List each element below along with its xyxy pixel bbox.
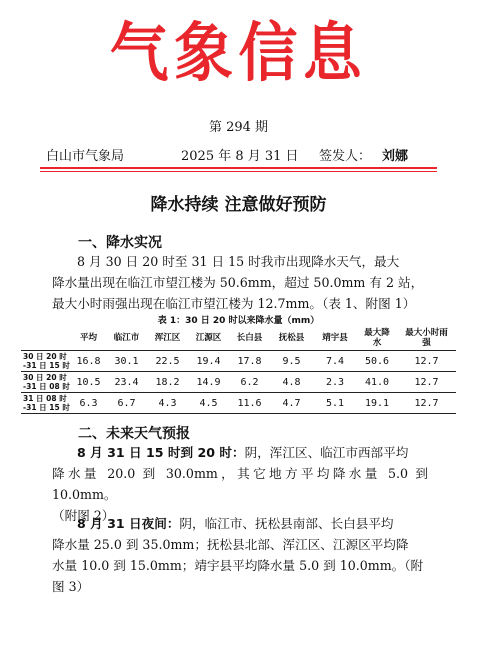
header-divider-thin: [40, 171, 437, 172]
meta-row: [46, 145, 431, 163]
section2-title: 二、未来天气预报: [78, 426, 190, 442]
header-cell: 靖宇县: [313, 326, 357, 351]
header-cell: 最大小时雨强: [397, 326, 456, 351]
forecast-lead: 8 月 31 日 15 时到 20 时：: [77, 445, 245, 460]
value-cell: 12.7: [397, 372, 456, 393]
value-cell: 10.5: [71, 372, 106, 393]
header-cell: [21, 326, 71, 351]
value-cell: 17.8: [229, 351, 270, 372]
forecast-line: 水量 10.0 到 15.0mm；靖宇县平均降水量 5.0 到 10.0mm。（附: [52, 558, 424, 573]
section1-title: 一、降水实况: [78, 235, 162, 251]
value-cell: 5.1: [313, 393, 357, 414]
value-cell: 4.3: [147, 393, 188, 414]
table-caption: 表 1：30 日 20 时以来降水量（mm）: [157, 316, 320, 326]
forecast-lead: 8 月 31 日夜间：: [77, 516, 180, 531]
value-cell: 41.0: [357, 372, 397, 393]
masthead-title: 气象信息: [109, 16, 368, 91]
period-cell: 30 日 20 时 -31 日 08 时: [23, 373, 70, 391]
header-cell: 最大降水: [357, 326, 397, 351]
forecast-text: 阴，浑江区、临江市西部平均: [244, 445, 409, 460]
value-cell: 9.5: [270, 351, 313, 372]
value-cell: 22.5: [147, 351, 188, 372]
signer-name: 刘娜: [382, 149, 409, 164]
value-cell: 7.4: [313, 351, 357, 372]
issue-number: 第 294 期: [208, 120, 269, 135]
value-cell: 12.7: [397, 393, 456, 414]
value-cell: 11.6: [229, 393, 270, 414]
agency-name: 白山市气象局: [46, 149, 125, 164]
forecast-paragraph-2: [52, 513, 428, 597]
value-cell: 18.2: [147, 372, 188, 393]
forecast-line: [52, 513, 428, 534]
issue-date: 2025 年 8 月 31 日: [181, 149, 299, 164]
signer-label: 签发人：: [319, 149, 372, 164]
value-cell: 2.3: [313, 372, 357, 393]
period-cell: 31 日 08 时 -31 日 15 时: [23, 394, 70, 412]
value-cell: 30.1: [106, 351, 147, 372]
value-cell: 4.7: [270, 393, 313, 414]
table-row: [21, 393, 456, 414]
value-cell: 6.2: [229, 372, 270, 393]
section1-line: 最大小时雨强出现在临江市望江楼为 12.7mm。（表 1、附图 1）: [52, 296, 416, 311]
header-cell: 浑江区: [147, 326, 188, 351]
header-cell: 平均: [71, 326, 106, 351]
section1-paragraph: [52, 251, 428, 314]
forecast-text: 阴，临江市、抚松县南部、长白县平均: [179, 516, 394, 531]
value-cell: 6.3: [71, 393, 106, 414]
forecast-line: （附图 2）: [52, 508, 115, 523]
forecast-line: 图 3）: [52, 579, 90, 594]
table-header-row: [21, 326, 456, 351]
headline: 降水持续 注意做好预防: [150, 195, 327, 215]
value-cell: 6.7: [106, 393, 147, 414]
header-cell: 抚松县: [270, 326, 313, 351]
value-cell: 4.5: [188, 393, 229, 414]
rainfall-table: [21, 326, 456, 414]
value-cell: 14.9: [188, 372, 229, 393]
table-row: [21, 372, 456, 393]
forecast-line: 降水量 25.0 到 35.0mm；抚松县北部、浑江区、江源区平均降: [52, 537, 409, 552]
table-row: [21, 351, 456, 372]
section1-line: 8 月 30 日 20 时至 31 日 15 时我市出现降水天气，最大: [77, 254, 400, 269]
forecast-line: 降水量 20.0 到 30.0mm，其它地方平均降水量 5.0 到 10.0mm。: [52, 466, 428, 502]
value-cell: 50.6: [357, 351, 397, 372]
header-cell: 临江市: [106, 326, 147, 351]
section1-line: 降水量出现在临江市望江楼为 50.6mm，超过 50.0mm 有 2 站，: [52, 275, 424, 290]
value-cell: 16.8: [71, 351, 106, 372]
header-cell: 江源区: [188, 326, 229, 351]
period-cell: 30 日 20 时 -31 日 15 时: [23, 352, 70, 370]
value-cell: 12.7: [397, 351, 456, 372]
value-cell: 19.4: [188, 351, 229, 372]
value-cell: 19.1: [357, 393, 397, 414]
header-divider: [40, 167, 437, 169]
value-cell: 4.8: [270, 372, 313, 393]
header-cell: 长白县: [229, 326, 270, 351]
forecast-line: [52, 442, 428, 463]
value-cell: 23.4: [106, 372, 147, 393]
